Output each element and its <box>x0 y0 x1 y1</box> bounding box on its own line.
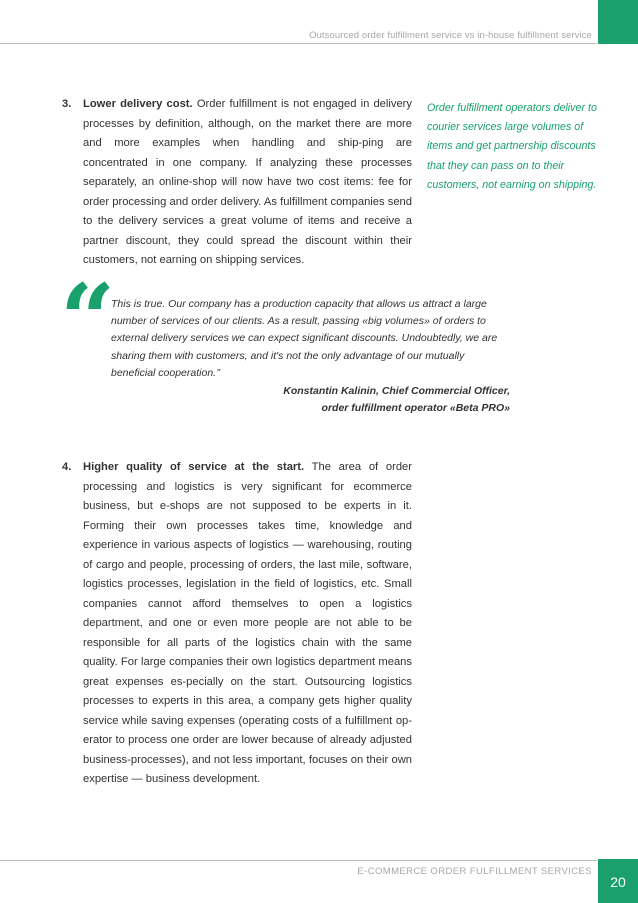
list-item-lead: Higher quality of service at the start. <box>83 461 305 473</box>
page-number: 20 <box>598 859 638 903</box>
list-item-3 <box>62 95 412 271</box>
list-item-body <box>83 458 412 790</box>
list-item-text: The area of order processing and logistics is very significant for ecommerce business, but e-shops are not supposed to be experts in it. Forming their own processes takes time, knowledge and experience in various aspects of logistics — warehousing, routing of cargo and people, processing of orders, the last mile, software, logistics processes, legislation in the field of logistics, etc. Small companies cannot afford themselves to open a logistics department, and one or even more people are not able to be responsible for all parts of the logistics chain with the same quality. For large companies their own logistics department means great expenses es-pecially on the start. Outsourcing logistics processes to experts in this area, a company gets higher quality service while saving expenses (operating costs of a fulfillment op-erator to process one order are lower because of already adjusted business-processes), and not less important, focuses on their own expertise — business development. <box>83 461 412 785</box>
running-header: Outsourced order fulfillment service vs in-house fulfillment service <box>309 30 592 41</box>
list-item-number: 4. <box>62 461 72 473</box>
quote-mark-icon: “ <box>60 263 116 376</box>
header-accent-tab <box>598 0 638 44</box>
running-footer: E-COMMERCE ORDER FULFILLMENT SERVICES <box>357 866 592 877</box>
footer-divider <box>0 860 597 861</box>
list-item-number: 3. <box>62 98 72 110</box>
header-divider <box>0 43 597 44</box>
list-item-4 <box>62 458 412 790</box>
list-item-lead: Lower delivery cost. <box>83 98 193 110</box>
quote-attribution <box>283 383 510 417</box>
list-item-body <box>83 95 412 271</box>
quote-author-company: order fulfillment operator «Beta PRO» <box>321 402 510 415</box>
list-item-text: Order fulfillment is not engaged in delivery processes by definition, although, on the market there are more and more examples when handling and ship-ping are concentrated in one company. If analyzing these processes separately, an online-shop will now have two cost items: fee for order processing and order delivery. As fulfillment companies send to the delivery services a great volume of items and receive a partner discount, they could spread the discount within their customers, not earning on shipping services. <box>83 98 412 266</box>
sidenote: Order fulfillment operators deliver to courier services large volumes of items and get partnership discounts that they can pass on to their customers, not earning on shipping. <box>427 102 597 191</box>
quote-author-name: Konstantin Kalinin, Chief Commercial Officer, <box>283 385 510 397</box>
quote-text: This is true. Our company has a production capacity that allows us attract a large number of services of our clients. As a result, passing «big volumes» of orders to external delivery services we can expect significant discounts. Undoubtedly, we are sharing them with customers, and it's not the only advantage of our mutually beneficial cooperation.’’ <box>111 298 498 379</box>
